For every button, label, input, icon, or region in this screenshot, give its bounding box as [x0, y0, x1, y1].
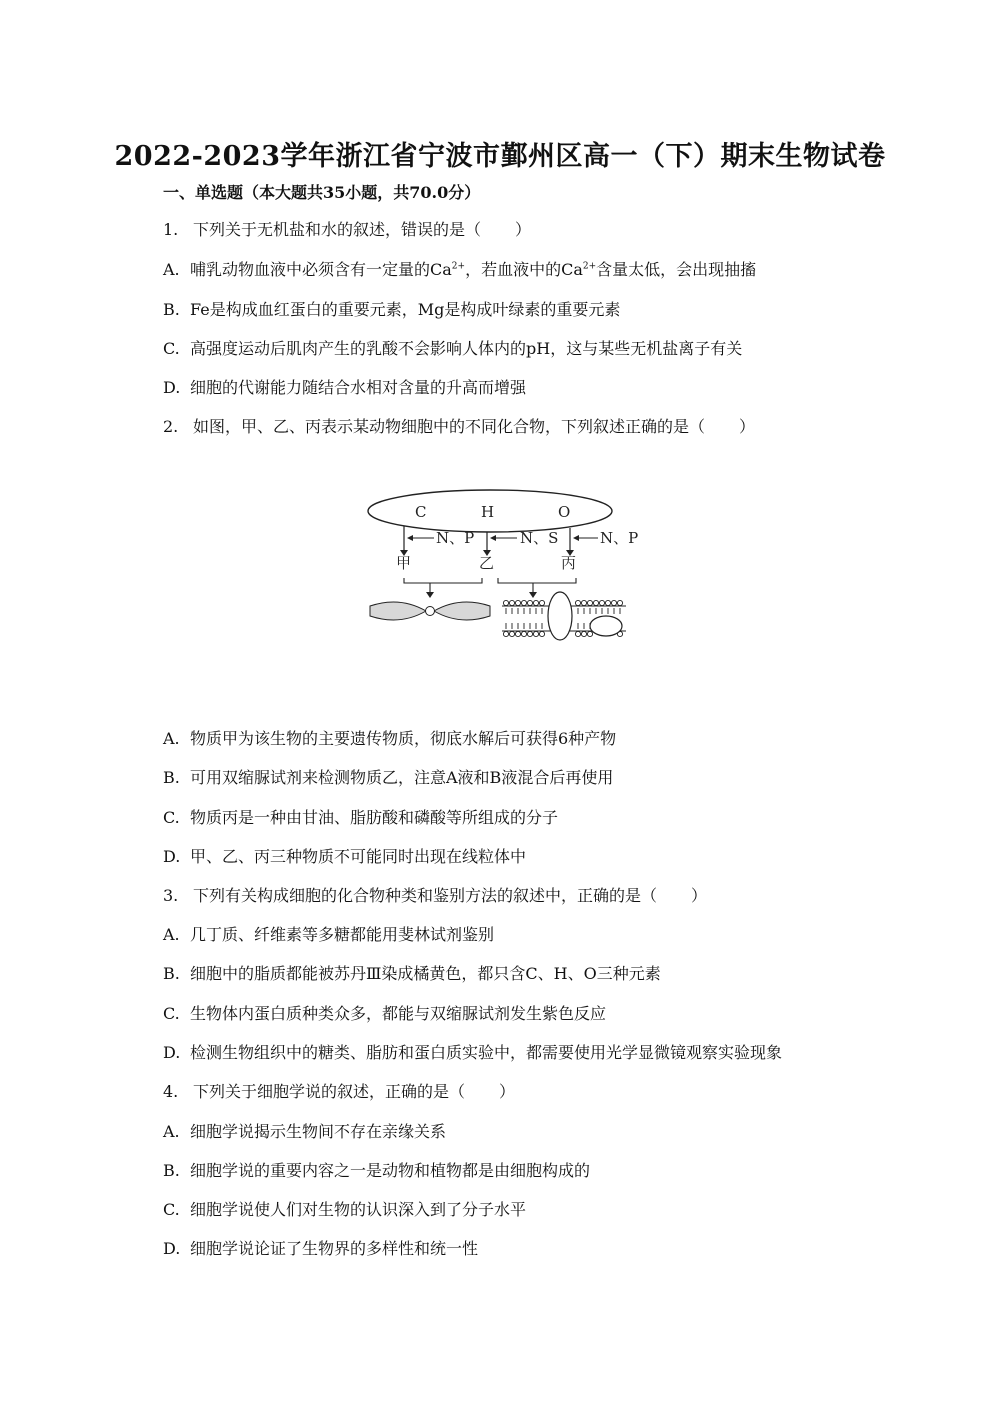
question-4-option-d: D. 细胞学说论证了生物界的多样性和统一性 — [163, 1239, 479, 1258]
chromosome-icon — [370, 602, 490, 620]
question-text: 下列关于细胞学说的叙述，正确的是（ — [193, 1082, 466, 1101]
question-1-option-d: D. 细胞的代谢能力随结合水相对含量的升高而增强 — [163, 378, 527, 397]
question-3-option-a: A. 几丁质、纤维素等多糖都能用斐林试剂鉴别 — [163, 925, 495, 944]
question-1-stem: 1. 下列关于无机盐和水的叙述，错误的是（ ） — [163, 220, 532, 239]
question-number: 4. — [163, 1082, 179, 1101]
element-o-label: O — [558, 503, 571, 521]
question-text: 下列有关构成细胞的化合物种类和鉴别方法的叙述中，正确的是（ — [193, 886, 658, 905]
question-text: 如图，甲、乙、丙表示某动物细胞中的不同化合物，下列叙述正确的是（ — [193, 417, 706, 436]
question-1-option-b: B. Fe是构成血红蛋白的重要元素，Mg是构成叶绿素的重要元素 — [163, 300, 621, 319]
question-2-option-c: C. 物质丙是一种由甘油、脂肪酸和磷酸等所组成的分子 — [163, 808, 559, 827]
added-elements-right: N、P — [600, 529, 639, 547]
element-c-label: C — [415, 503, 427, 521]
compound-diagram — [360, 488, 640, 648]
compound-bing-label: 丙 — [561, 554, 577, 572]
question-number: 2. — [163, 417, 179, 436]
page-title: 2022-2023学年浙江省宁波市鄞州区高一（下）期末生物试卷 — [114, 141, 886, 172]
question-2-stem: 2. 如图，甲、乙、丙表示某动物细胞中的不同化合物，下列叙述正确的是（ ） — [163, 417, 756, 436]
question-number: 3. — [163, 886, 179, 905]
compound-yi-label: 乙 — [479, 554, 495, 572]
added-elements-middle: N、S — [520, 529, 559, 547]
question-1-option-c: C. 高强度运动后肌肉产生的乳酸不会影响人体内的pH，这与某些无机盐离子有关 — [163, 339, 743, 358]
compound-jia-label: 甲 — [396, 554, 412, 572]
question-text: 下列关于无机盐和水的叙述，错误的是（ — [193, 220, 482, 239]
question-2-option-d: D. 甲、乙、丙三种物质不可能同时出现在线粒体中 — [163, 847, 527, 866]
section-heading: 一、单选题（本大题共35小题，共70.0分） — [163, 183, 481, 202]
element-h-label: H — [481, 503, 495, 521]
question-number: 1. — [163, 220, 179, 239]
question-4-option-a: A. 细胞学说揭示生物间不存在亲缘关系 — [163, 1122, 447, 1141]
question-4-stem: 4. 下列关于细胞学说的叙述，正确的是（ ） — [163, 1082, 516, 1101]
question-2-option-a: A. 物质甲为该生物的主要遗传物质，彻底水解后可获得6种产物 — [163, 729, 617, 748]
question-1-option-a: A. 哺乳动物血液中必须含有一定量的$Ca^{2+}$，若血液中的$Ca^{2+}$含量太低，会出现抽搐 — [163, 260, 757, 279]
question-4-option-b: B. 细胞学说的重要内容之一是动物和植物都是由细胞构成的 — [163, 1161, 591, 1180]
question-3-option-d: D. 检测生物组织中的糖类、脂肪和蛋白质实验中，都需要使用光学显微镜观察实验现象 — [163, 1043, 783, 1062]
question-3-option-c: C. 生物体内蛋白质种类众多，都能与双缩脲试剂发生紫色反应 — [163, 1004, 607, 1023]
added-elements-left: N、P — [436, 529, 475, 547]
question-3-option-b: B. 细胞中的脂质都能被苏丹Ⅲ染成橘黄色，都只含C、H、O三种元素 — [163, 964, 661, 983]
question-4-option-c: C. 细胞学说使人们对生物的认识深入到了分子水平 — [163, 1200, 527, 1219]
question-2-option-b: B. 可用双缩脲试剂来检测物质乙，注意A液和B液混合后再使用 — [163, 768, 614, 787]
question-3-stem: 3. 下列有关构成细胞的化合物种类和鉴别方法的叙述中，正确的是（ ） — [163, 886, 708, 905]
cell-membrane-icon — [502, 592, 626, 640]
